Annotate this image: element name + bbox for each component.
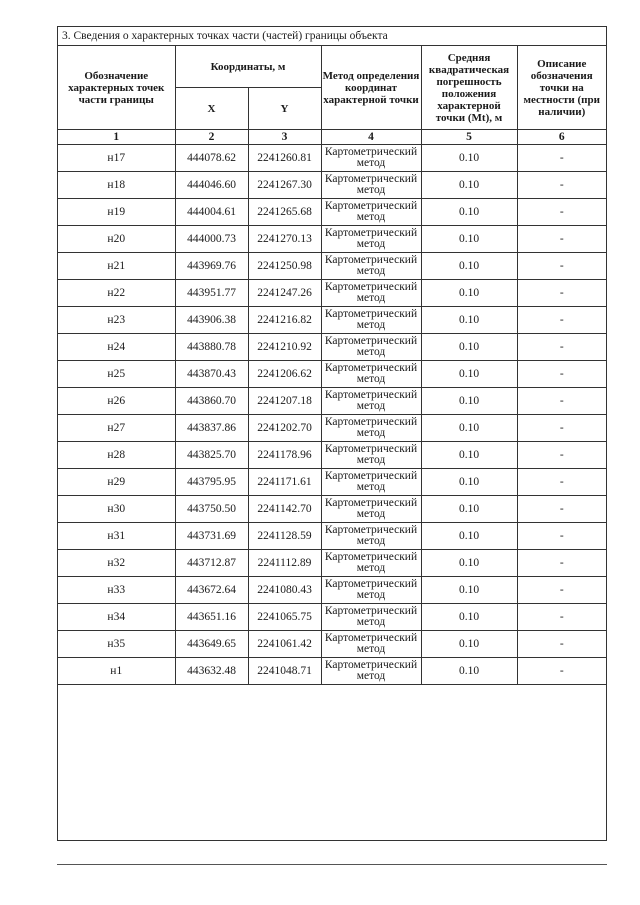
point-designation-cell: н28 (58, 442, 175, 469)
error-cell: 0.10 (421, 442, 517, 469)
point-designation-cell: н19 (58, 199, 175, 226)
table-row (58, 172, 606, 199)
method-cell (321, 577, 421, 604)
table-row (58, 226, 606, 253)
x-coordinate-cell: 444004.61 (175, 199, 248, 226)
point-designation-cell: н32 (58, 550, 175, 577)
method-cell (321, 253, 421, 280)
method-line-1: Картометрический (324, 497, 418, 509)
point-designation-cell: н1 (58, 658, 175, 685)
error-cell: 0.10 (421, 415, 517, 442)
point-designation-cell: н33 (58, 577, 175, 604)
y-coordinate-cell: 2241207.18 (248, 388, 321, 415)
description-cell: - (517, 658, 606, 685)
description-cell: - (517, 253, 606, 280)
y-coordinate-cell: 2241270.13 (248, 226, 321, 253)
x-coordinate-cell: 443795.95 (175, 469, 248, 496)
section-title: 3. Сведения о характерных точках части (частей) границы объекта (58, 27, 606, 46)
method-line-1: Картометрический (324, 200, 418, 212)
error-cell: 0.10 (421, 496, 517, 523)
description-cell: - (517, 469, 606, 496)
x-coordinate-cell: 443870.43 (175, 361, 248, 388)
table-row (58, 145, 606, 172)
point-designation-cell: н27 (58, 415, 175, 442)
error-cell: 0.10 (421, 361, 517, 388)
point-designation-cell: н26 (58, 388, 175, 415)
method-line-2: метод (356, 589, 386, 601)
error-cell: 0.10 (421, 523, 517, 550)
y-coordinate-cell: 2241250.98 (248, 253, 321, 280)
description-cell: - (517, 226, 606, 253)
x-coordinate-cell: 443649.65 (175, 631, 248, 658)
x-coordinate-cell: 443837.86 (175, 415, 248, 442)
method-cell (321, 145, 421, 172)
y-coordinate-cell: 2241206.62 (248, 361, 321, 388)
point-designation-cell: н18 (58, 172, 175, 199)
error-cell: 0.10 (421, 577, 517, 604)
table-row (58, 199, 606, 226)
method-line-2: метод (356, 184, 386, 196)
table-row (58, 280, 606, 307)
method-line-2: метод (356, 535, 386, 547)
method-line-1: Картометрический (324, 470, 418, 482)
method-cell (321, 307, 421, 334)
error-cell: 0.10 (421, 307, 517, 334)
method-line-1: Картометрический (324, 227, 418, 239)
description-cell: - (517, 361, 606, 388)
method-cell (321, 442, 421, 469)
method-cell (321, 604, 421, 631)
description-cell: - (517, 523, 606, 550)
table-row (58, 307, 606, 334)
table-row (58, 550, 606, 577)
method-line-1: Картометрический (324, 362, 418, 374)
x-coordinate-cell: 443880.78 (175, 334, 248, 361)
table-row (58, 442, 606, 469)
x-coordinate-cell: 443712.87 (175, 550, 248, 577)
description-cell: - (517, 172, 606, 199)
method-line-2: метод (356, 211, 386, 223)
method-line-2: метод (356, 481, 386, 493)
method-line-1: Картометрический (324, 659, 418, 671)
method-cell (321, 631, 421, 658)
method-line-2: метод (356, 670, 386, 682)
point-designation-cell: н23 (58, 307, 175, 334)
x-coordinate-cell: 443672.64 (175, 577, 248, 604)
header-designation: Обозначение характерных точек части границы (58, 46, 175, 130)
table-row (58, 631, 606, 658)
y-coordinate-cell: 2241216.82 (248, 307, 321, 334)
description-cell: - (517, 334, 606, 361)
table-row (58, 523, 606, 550)
method-cell (321, 550, 421, 577)
description-cell: - (517, 550, 606, 577)
column-numbers-row (58, 130, 606, 145)
header-error: Средняя квадратическая погрешность положения характерной точки (Mt), м (421, 46, 517, 130)
method-cell (321, 388, 421, 415)
x-coordinate-cell: 443632.48 (175, 658, 248, 685)
method-line-2: метод (356, 616, 386, 628)
header-description: Описание обозначения точки на местности (при наличии) (517, 46, 606, 130)
header-method: Метод определения координат характерной точки (321, 46, 421, 130)
method-cell (321, 172, 421, 199)
point-designation-cell: н29 (58, 469, 175, 496)
method-cell (321, 199, 421, 226)
method-line-2: метод (356, 400, 386, 412)
method-cell (321, 523, 421, 550)
y-coordinate-cell: 2241048.71 (248, 658, 321, 685)
point-designation-cell: н31 (58, 523, 175, 550)
method-line-2: метод (356, 346, 386, 358)
document-frame (57, 26, 607, 841)
x-coordinate-cell: 443651.16 (175, 604, 248, 631)
description-cell: - (517, 307, 606, 334)
method-line-1: Картометрический (324, 632, 418, 644)
y-coordinate-cell: 2241112.89 (248, 550, 321, 577)
point-designation-cell: н35 (58, 631, 175, 658)
point-designation-cell: н25 (58, 361, 175, 388)
method-line-2: метод (356, 562, 386, 574)
error-cell: 0.10 (421, 280, 517, 307)
table-row (58, 577, 606, 604)
method-line-2: метод (356, 157, 386, 169)
description-cell: - (517, 631, 606, 658)
method-cell (321, 658, 421, 685)
x-coordinate-cell: 443825.70 (175, 442, 248, 469)
description-cell: - (517, 199, 606, 226)
header-coordinates: Координаты, м (175, 46, 321, 88)
x-coordinate-cell: 443731.69 (175, 523, 248, 550)
x-coordinate-cell: 443951.77 (175, 280, 248, 307)
method-line-2: метод (356, 319, 386, 331)
method-line-1: Картометрический (324, 146, 418, 158)
table-row (58, 496, 606, 523)
header-x: X (175, 88, 248, 130)
y-coordinate-cell: 2241265.68 (248, 199, 321, 226)
method-line-1: Картометрический (324, 335, 418, 347)
method-line-2: метод (356, 373, 386, 385)
description-cell: - (517, 145, 606, 172)
x-coordinate-cell: 443860.70 (175, 388, 248, 415)
table-row (58, 469, 606, 496)
column-number: 6 (517, 130, 606, 145)
point-designation-cell: н24 (58, 334, 175, 361)
y-coordinate-cell: 2241128.59 (248, 523, 321, 550)
y-coordinate-cell: 2241171.61 (248, 469, 321, 496)
method-cell (321, 496, 421, 523)
y-coordinate-cell: 2241247.26 (248, 280, 321, 307)
method-line-2: метод (356, 427, 386, 439)
description-cell: - (517, 604, 606, 631)
error-cell: 0.10 (421, 226, 517, 253)
y-coordinate-cell: 2241142.70 (248, 496, 321, 523)
point-designation-cell: н30 (58, 496, 175, 523)
y-coordinate-cell: 2241202.70 (248, 415, 321, 442)
description-cell: - (517, 388, 606, 415)
method-line-1: Картометрический (324, 551, 418, 563)
x-coordinate-cell: 444000.73 (175, 226, 248, 253)
method-line-2: метод (356, 643, 386, 655)
table-row (58, 334, 606, 361)
description-cell: - (517, 415, 606, 442)
method-line-1: Картометрический (324, 605, 418, 617)
method-line-1: Картометрический (324, 443, 418, 455)
method-line-1: Картометрический (324, 524, 418, 536)
table-row (58, 658, 606, 685)
method-cell (321, 415, 421, 442)
x-coordinate-cell: 443750.50 (175, 496, 248, 523)
x-coordinate-cell: 444078.62 (175, 145, 248, 172)
description-cell: - (517, 280, 606, 307)
method-cell (321, 226, 421, 253)
error-cell: 0.10 (421, 631, 517, 658)
column-number: 3 (248, 130, 321, 145)
method-cell (321, 361, 421, 388)
method-line-2: метод (356, 454, 386, 466)
method-cell (321, 334, 421, 361)
method-line-1: Картометрический (324, 578, 418, 590)
method-line-1: Картометрический (324, 308, 418, 320)
point-designation-cell: н17 (58, 145, 175, 172)
y-coordinate-cell: 2241260.81 (248, 145, 321, 172)
error-cell: 0.10 (421, 172, 517, 199)
method-line-1: Картометрический (324, 173, 418, 185)
method-line-2: метод (356, 265, 386, 277)
table-row (58, 415, 606, 442)
column-number: 5 (421, 130, 517, 145)
error-cell: 0.10 (421, 145, 517, 172)
table-row (58, 388, 606, 415)
description-cell: - (517, 496, 606, 523)
error-cell: 0.10 (421, 253, 517, 280)
y-coordinate-cell: 2241065.75 (248, 604, 321, 631)
method-cell (321, 469, 421, 496)
y-coordinate-cell: 2241080.43 (248, 577, 321, 604)
point-designation-cell: н20 (58, 226, 175, 253)
method-line-1: Картометрический (324, 416, 418, 428)
error-cell: 0.10 (421, 604, 517, 631)
method-line-2: метод (356, 508, 386, 520)
table-row (58, 361, 606, 388)
method-line-1: Картометрический (324, 254, 418, 266)
point-designation-cell: н22 (58, 280, 175, 307)
error-cell: 0.10 (421, 334, 517, 361)
method-cell (321, 280, 421, 307)
error-cell: 0.10 (421, 550, 517, 577)
x-coordinate-cell: 443969.76 (175, 253, 248, 280)
header-y: Y (248, 88, 321, 130)
x-coordinate-cell: 443906.38 (175, 307, 248, 334)
error-cell: 0.10 (421, 199, 517, 226)
point-designation-cell: н34 (58, 604, 175, 631)
column-number: 1 (58, 130, 175, 145)
table-row (58, 253, 606, 280)
description-cell: - (517, 442, 606, 469)
point-designation-cell: н21 (58, 253, 175, 280)
method-line-1: Картометрический (324, 281, 418, 293)
y-coordinate-cell: 2241061.42 (248, 631, 321, 658)
method-line-2: метод (356, 292, 386, 304)
error-cell: 0.10 (421, 388, 517, 415)
method-line-2: метод (356, 238, 386, 250)
x-coordinate-cell: 444046.60 (175, 172, 248, 199)
error-cell: 0.10 (421, 658, 517, 685)
description-cell: - (517, 577, 606, 604)
column-number: 2 (175, 130, 248, 145)
table-row (58, 604, 606, 631)
error-cell: 0.10 (421, 469, 517, 496)
y-coordinate-cell: 2241178.96 (248, 442, 321, 469)
boundary-points-table (58, 46, 606, 685)
y-coordinate-cell: 2241267.30 (248, 172, 321, 199)
column-number: 4 (321, 130, 421, 145)
method-line-1: Картометрический (324, 389, 418, 401)
page-bottom-rule (57, 864, 607, 865)
y-coordinate-cell: 2241210.92 (248, 334, 321, 361)
